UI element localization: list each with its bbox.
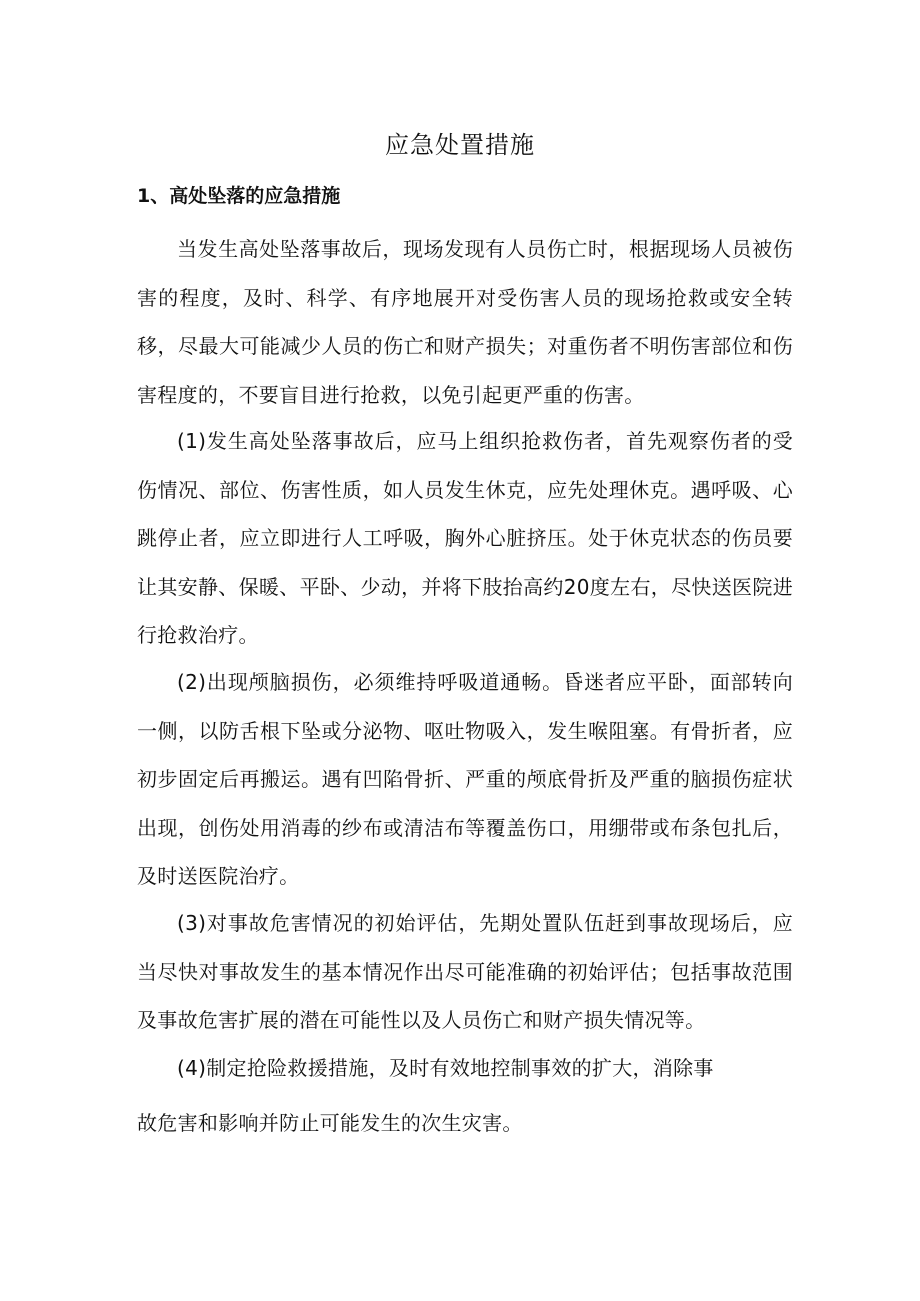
item-3-paragraph: (3)对事故危害情况的初始评估，先期处置队伍赶到事故现场后，应当尽快对事故发生的基本情况作出尽可能准确的初始评估；包括事故范围及事故危害扩展的潜在可能性以及人员伤亡和财产损失情况等。 bbox=[137, 911, 793, 1032]
intro-paragraph: 当发生高处坠落事故后，现场发现有人员伤亡时，根据现场人员被伤害的程度，及时、科学、有序地展开对受伤害人员的现场抢救或安全转移，尽最大可能减少人员的伤亡和财产损失；对重伤者不明伤害部位和伤害程度的，不要盲目进行抢救，以免引起更严重的伤害。 bbox=[137, 237, 793, 407]
section-heading: 1、高处坠落的应急措施 bbox=[137, 185, 341, 207]
item-1-paragraph: (1)发生高处坠落事故后，应马上组织抢救伤者，首先观察伤者的受伤情况、部位、伤害性质，如人员发生休克，应先处理休克。遇呼吸、心跳停止者，应立即进行人工呼吸，胸外心脏挤压。处于休克状态的伤员要让其安静、保暖、平卧、少动，并将下肢抬高约20度左右，尽快送医院进行抢救治疗。 bbox=[137, 429, 793, 647]
item-2-paragraph: (2)出现颅脑损伤，必须维持呼吸道通畅。昏迷者应平卧，面部转向一侧，以防舌根下坠或分泌物、呕吐物吸入，发生喉阻塞。有骨折者，应初步固定后再搬运。遇有凹陷骨折、严重的颅底骨折及严重的脑损伤症状出现，创伤处用消毒的纱布或清洁布等覆盖伤口，用绷带或布条包扎后，及时送医院治疗。 bbox=[137, 670, 793, 888]
item-4-paragraph-line-1: (4)制定抢险救援措施，及时有效地控制事效的扩大，消除事 bbox=[177, 1056, 714, 1080]
document-title: 应急处置措施 bbox=[385, 131, 535, 159]
item-4-paragraph-line-2: 故危害和影响并防止可能发生的次生灾害。 bbox=[137, 1111, 523, 1135]
